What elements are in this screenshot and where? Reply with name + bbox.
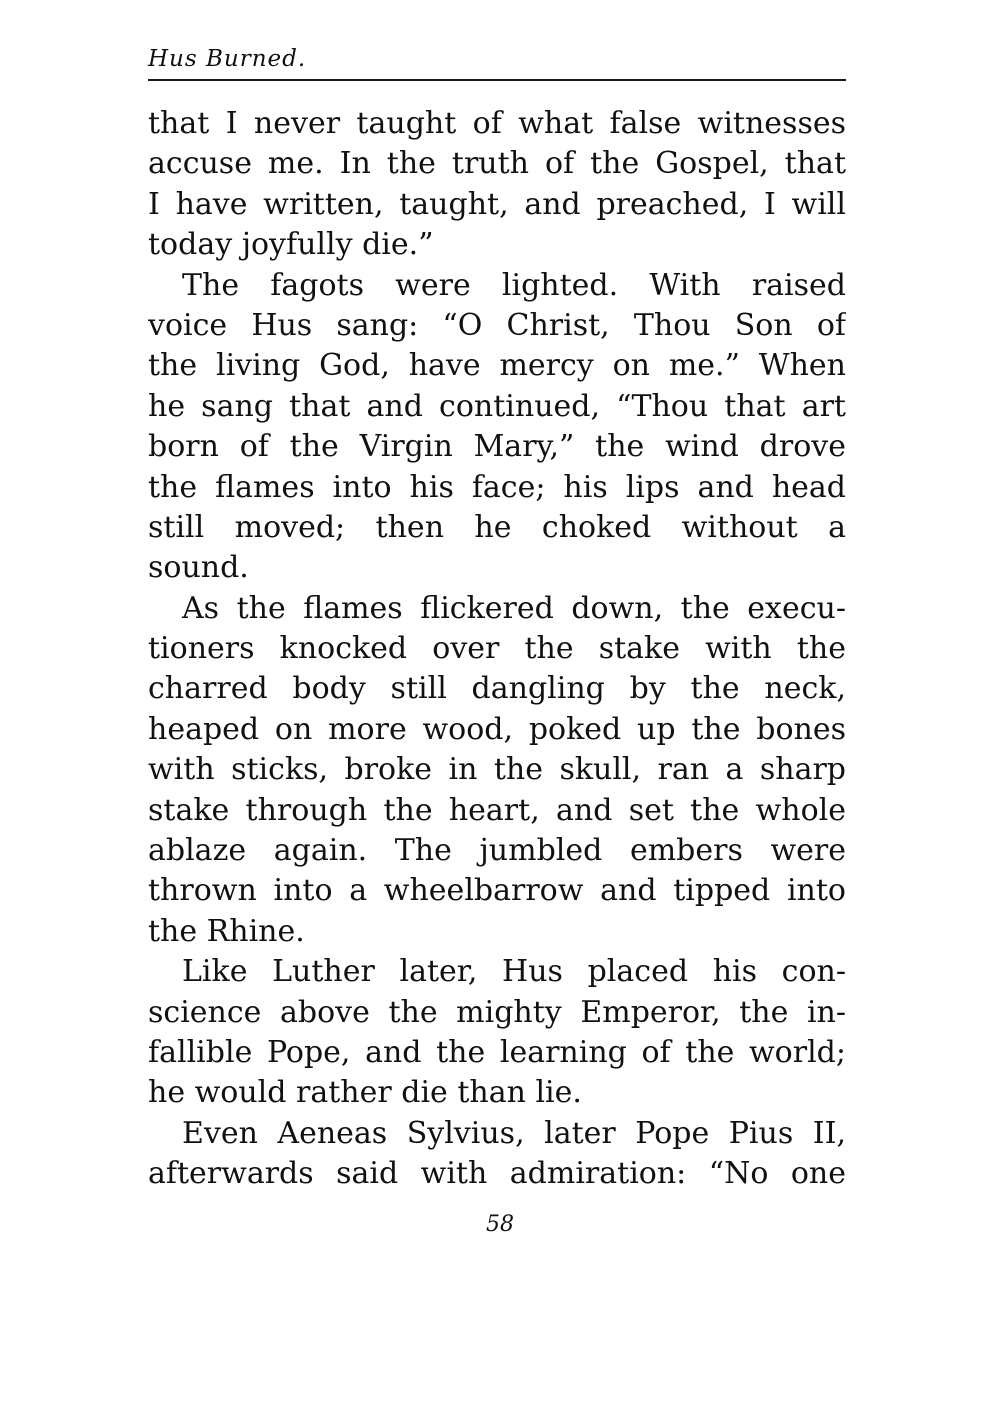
text-line: stake through the heart, and set the whole: [148, 792, 846, 828]
text-line: voice Hus sang: “O Christ, Thou Son of: [148, 307, 846, 343]
text-line: that I never taught of what false witnesses: [148, 106, 846, 141]
text-line: afterwards said with admiration: “No one: [148, 1156, 846, 1192]
text-line: As the flames flickered down, the execu-: [182, 590, 846, 626]
text-line: tioners knocked over the stake with the: [148, 631, 846, 667]
text-line: fallible Pope, and the learning of the world;: [148, 1034, 846, 1070]
text-line: the living God, have mercy on me.” When: [148, 348, 846, 384]
text-line: science above the mighty Emperor, the in-: [148, 994, 846, 1030]
text-line: accuse me. In the truth of the Gospel, that: [148, 146, 846, 182]
text-line: with sticks, broke in the skull, ran a sharp: [148, 752, 846, 788]
text-line: sound.: [148, 550, 249, 586]
text-line: ablaze again. The jumbled embers were: [148, 833, 846, 869]
text-line: the Rhine.: [148, 913, 305, 949]
text-line: The fagots were lighted. With raised: [182, 267, 846, 303]
text-line: the flames into his face; his lips and head: [148, 469, 846, 505]
text-line: Like Luther later, Hus placed his con-: [182, 954, 846, 990]
text-line: thrown into a wheelbarrow and tipped into: [148, 873, 846, 909]
running-head: Hus Burned.: [148, 46, 307, 72]
page-number: 58: [486, 1212, 514, 1237]
body-text: [148, 104, 846, 1195]
text-line: charred body still dangling by the neck,: [148, 671, 846, 707]
text-line: born of the Virgin Mary,” the wind drove: [148, 429, 846, 465]
text-line: Even Aeneas Sylvius, later Pope Pius II,: [182, 1115, 846, 1151]
text-line: he would rather die than lie.: [148, 1075, 582, 1111]
text-line: heaped on more wood, poked up the bones: [148, 711, 846, 747]
text-line: today joyfully die.”: [148, 227, 434, 263]
text-line: he sang that and continued, “Thou that art: [148, 388, 846, 424]
header-rule: [148, 79, 846, 81]
text-line: still moved; then he choked without a: [148, 509, 846, 545]
text-line: I have written, taught, and preached, I will: [148, 186, 846, 222]
